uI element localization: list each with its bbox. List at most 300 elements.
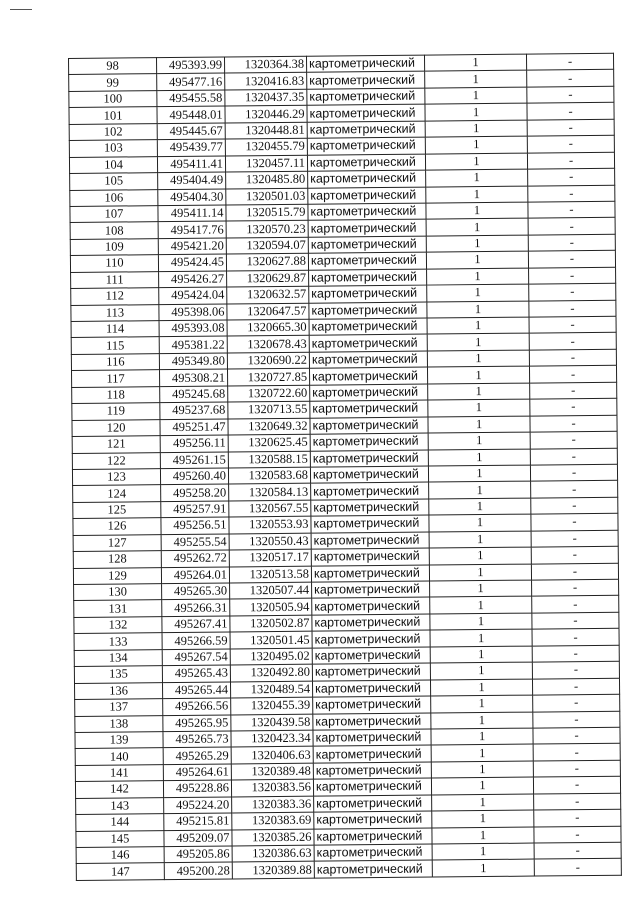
note-cell: - — [534, 859, 621, 876]
point-number-cell: 145 — [76, 830, 164, 847]
point-number-cell: 142 — [75, 781, 163, 798]
method-cell: картометрический — [313, 778, 431, 796]
note-cell: - — [531, 513, 618, 530]
y-coordinate-cell: 1320505.94 — [230, 599, 312, 616]
note-cell: - — [529, 267, 616, 284]
precision-cell: 1 — [431, 777, 533, 794]
y-coordinate-cell: 1320713.55 — [228, 401, 310, 418]
x-coordinate-cell: 495266.31 — [162, 599, 230, 616]
note-cell: - — [530, 415, 617, 432]
note-cell: - — [533, 711, 620, 728]
note-cell: - — [532, 579, 619, 596]
note-cell: - — [527, 119, 614, 136]
note-cell: - — [529, 283, 616, 300]
method-cell: картометрический — [307, 104, 425, 122]
y-coordinate-cell: 1320439.58 — [231, 714, 313, 731]
y-coordinate-cell: 1320570.23 — [226, 221, 308, 238]
x-coordinate-cell: 495439.77 — [157, 139, 225, 156]
x-coordinate-cell: 495448.01 — [157, 106, 225, 123]
precision-cell: 1 — [430, 646, 532, 663]
point-number-cell: 101 — [69, 107, 157, 124]
precision-cell: 1 — [426, 186, 528, 203]
point-number-cell: 132 — [74, 616, 162, 633]
y-coordinate-cell: 1320423.34 — [231, 730, 313, 747]
point-number-cell: 98 — [69, 58, 157, 75]
precision-cell: 1 — [427, 301, 529, 318]
precision-cell: 1 — [424, 54, 526, 71]
y-coordinate-cell: 1320665.30 — [227, 319, 309, 336]
y-coordinate-cell: 1320594.07 — [226, 237, 308, 254]
point-number-cell: 143 — [76, 797, 164, 814]
x-coordinate-cell: 495262.72 — [161, 550, 229, 567]
precision-cell: 1 — [431, 695, 533, 712]
method-cell: картометрический — [310, 466, 428, 484]
method-cell: картометрический — [313, 713, 431, 731]
method-cell: картометрический — [307, 88, 425, 106]
point-number-cell: 138 — [75, 715, 163, 732]
x-coordinate-cell: 495237.68 — [160, 402, 228, 419]
x-coordinate-cell: 495411.41 — [157, 156, 225, 173]
note-cell: - — [533, 744, 620, 761]
method-cell: картометрический — [314, 795, 432, 813]
note-cell: - — [529, 366, 616, 383]
x-coordinate-cell: 495245.68 — [160, 386, 228, 403]
precision-cell: 1 — [430, 597, 532, 614]
y-coordinate-cell: 1320632.57 — [227, 286, 309, 303]
point-number-cell: 125 — [73, 501, 161, 518]
x-coordinate-cell: 495264.01 — [161, 567, 229, 584]
method-cell: картометрический — [311, 515, 429, 533]
y-coordinate-cell: 1320627.88 — [226, 253, 308, 270]
x-coordinate-cell: 495228.86 — [163, 780, 231, 797]
y-coordinate-cell: 1320406.63 — [231, 747, 313, 764]
x-coordinate-cell: 495265.29 — [163, 747, 231, 764]
method-cell: картометрический — [314, 828, 432, 846]
x-coordinate-cell: 495455.58 — [157, 90, 225, 107]
point-number-cell: 115 — [71, 337, 159, 354]
note-cell: - — [533, 727, 620, 744]
precision-cell: 1 — [432, 843, 534, 860]
method-cell: картометрический — [312, 680, 430, 698]
point-number-cell: 116 — [71, 354, 159, 371]
precision-cell: 1 — [429, 564, 531, 581]
method-cell: картометрический — [307, 72, 425, 90]
y-coordinate-cell: 1320727.85 — [227, 369, 309, 386]
y-coordinate-cell: 1320722.60 — [228, 385, 310, 402]
x-coordinate-cell: 495265.95 — [163, 714, 231, 731]
coordinates-table-body — [69, 53, 622, 880]
point-number-cell: 122 — [72, 452, 160, 469]
note-cell: - — [531, 546, 618, 563]
y-coordinate-cell: 1320455.39 — [231, 697, 313, 714]
precision-cell: 1 — [429, 498, 531, 515]
corner-scan-mark — [10, 9, 32, 10]
method-cell: картометрический — [310, 450, 428, 468]
x-coordinate-cell: 495424.04 — [159, 287, 227, 304]
y-coordinate-cell: 1320489.54 — [230, 681, 312, 698]
method-cell: картометрический — [310, 384, 428, 402]
point-number-cell: 100 — [69, 91, 157, 108]
note-cell: - — [527, 86, 614, 103]
precision-cell: 1 — [425, 71, 527, 88]
method-cell: картометрический — [308, 252, 426, 270]
method-cell: картометрический — [310, 400, 428, 418]
note-cell: - — [533, 776, 620, 793]
precision-cell: 1 — [428, 416, 530, 433]
note-cell: - — [530, 382, 617, 399]
precision-cell: 1 — [428, 383, 530, 400]
method-cell: картометрический — [313, 696, 431, 714]
method-cell: картометрический — [313, 762, 431, 780]
precision-cell: 1 — [428, 432, 530, 449]
precision-cell: 1 — [426, 218, 528, 235]
point-number-cell: 134 — [74, 649, 162, 666]
x-coordinate-cell: 495224.20 — [164, 797, 232, 814]
y-coordinate-cell: 1320437.35 — [225, 89, 307, 106]
x-coordinate-cell: 495266.59 — [162, 632, 230, 649]
note-cell: - — [531, 530, 618, 547]
y-coordinate-cell: 1320495.02 — [230, 648, 312, 665]
method-cell: картометрический — [310, 433, 428, 451]
precision-cell: 1 — [427, 268, 529, 285]
point-number-cell: 128 — [73, 551, 161, 568]
x-coordinate-cell: 495255.54 — [161, 534, 229, 551]
precision-cell: 1 — [426, 235, 528, 252]
precision-cell: 1 — [430, 629, 532, 646]
precision-cell: 1 — [431, 728, 533, 745]
point-number-cell: 121 — [72, 436, 160, 453]
y-coordinate-cell: 1320629.87 — [227, 270, 309, 287]
method-cell: картометрический — [308, 203, 426, 221]
note-cell: - — [528, 251, 615, 268]
note-cell: - — [529, 333, 616, 350]
note-cell: - — [528, 168, 615, 185]
precision-cell: 1 — [429, 481, 531, 498]
precision-cell: 1 — [427, 366, 529, 383]
note-cell: - — [531, 497, 618, 514]
y-coordinate-cell: 1320647.57 — [227, 303, 309, 320]
method-cell: картометрический — [311, 532, 429, 550]
document-page — [68, 53, 622, 881]
precision-cell: 1 — [430, 679, 532, 696]
precision-cell: 1 — [431, 744, 533, 761]
y-coordinate-cell: 1320448.81 — [225, 122, 307, 139]
point-number-cell: 136 — [75, 682, 163, 699]
x-coordinate-cell: 495256.11 — [160, 435, 228, 452]
note-cell: - — [532, 596, 619, 613]
y-coordinate-cell: 1320492.80 — [230, 664, 312, 681]
note-cell: - — [533, 760, 620, 777]
precision-cell: 1 — [429, 547, 531, 564]
note-cell: - — [530, 398, 617, 415]
note-cell: - — [526, 53, 613, 70]
x-coordinate-cell: 495265.30 — [162, 583, 230, 600]
note-cell: - — [528, 234, 615, 251]
method-cell: картометрический — [306, 55, 424, 73]
precision-cell: 1 — [427, 334, 529, 351]
note-cell: - — [529, 300, 616, 317]
precision-cell: 1 — [431, 712, 533, 729]
note-cell: - — [532, 678, 619, 695]
method-cell: картометрический — [312, 581, 430, 599]
x-coordinate-cell: 495209.07 — [164, 830, 232, 847]
precision-cell: 1 — [425, 136, 527, 153]
note-cell: - — [531, 481, 618, 498]
method-cell: картометрический — [308, 236, 426, 254]
point-number-cell: 130 — [74, 584, 162, 601]
point-number-cell: 112 — [71, 288, 159, 305]
method-cell: картометрический — [309, 367, 427, 385]
method-cell: картометрический — [312, 614, 430, 632]
method-cell: картометрический — [309, 335, 427, 353]
coordinates-table — [68, 53, 622, 881]
y-coordinate-cell: 1320678.43 — [227, 336, 309, 353]
note-cell: - — [528, 185, 615, 202]
method-cell: картометрический — [307, 154, 425, 172]
point-number-cell: 127 — [73, 534, 161, 551]
y-coordinate-cell: 1320588.15 — [228, 451, 310, 468]
precision-cell: 1 — [426, 251, 528, 268]
x-coordinate-cell: 495265.44 — [162, 682, 230, 699]
y-coordinate-cell: 1320553.93 — [229, 516, 311, 533]
x-coordinate-cell: 495308.21 — [159, 369, 227, 386]
point-number-cell: 113 — [71, 304, 159, 321]
point-number-cell: 104 — [69, 156, 157, 173]
x-coordinate-cell: 495267.41 — [162, 616, 230, 633]
y-coordinate-cell: 1320502.87 — [230, 615, 312, 632]
x-coordinate-cell: 495265.43 — [162, 665, 230, 682]
y-coordinate-cell: 1320385.26 — [232, 829, 314, 846]
note-cell: - — [534, 826, 621, 843]
precision-cell: 1 — [425, 87, 527, 104]
method-cell: картометрический — [313, 745, 431, 763]
precision-cell: 1 — [428, 399, 530, 416]
note-cell: - — [531, 563, 618, 580]
method-cell: картометрический — [312, 647, 430, 665]
y-coordinate-cell: 1320455.79 — [225, 138, 307, 155]
x-coordinate-cell: 495417.76 — [158, 221, 226, 238]
note-cell: - — [534, 809, 621, 826]
note-cell: - — [530, 464, 617, 481]
method-cell: картометрический — [311, 548, 429, 566]
x-coordinate-cell: 495215.81 — [164, 813, 232, 830]
point-number-cell: 118 — [72, 386, 160, 403]
y-coordinate-cell: 1320383.56 — [231, 779, 313, 796]
precision-cell: 1 — [430, 613, 532, 630]
method-cell: картометрический — [309, 351, 427, 369]
point-number-cell: 105 — [70, 173, 158, 190]
y-coordinate-cell: 1320501.03 — [226, 188, 308, 205]
note-cell: - — [533, 694, 620, 711]
precision-cell: 1 — [426, 169, 528, 186]
method-cell: картометрический — [311, 499, 429, 517]
y-coordinate-cell: 1320446.29 — [225, 106, 307, 123]
precision-cell: 1 — [430, 662, 532, 679]
x-coordinate-cell: 495265.73 — [163, 731, 231, 748]
method-cell: картометрический — [308, 219, 426, 237]
x-coordinate-cell: 495257.91 — [161, 501, 229, 518]
x-coordinate-cell: 495258.20 — [161, 484, 229, 501]
point-number-cell: 114 — [71, 321, 159, 338]
y-coordinate-cell: 1320649.32 — [228, 418, 310, 435]
point-number-cell: 110 — [70, 255, 158, 272]
x-coordinate-cell: 495398.06 — [159, 304, 227, 321]
x-coordinate-cell: 495445.67 — [157, 123, 225, 140]
y-coordinate-cell: 1320567.55 — [229, 500, 311, 517]
x-coordinate-cell: 495205.86 — [164, 846, 232, 863]
x-coordinate-cell: 495260.40 — [160, 468, 228, 485]
method-cell: картометрический — [308, 187, 426, 205]
precision-cell: 1 — [426, 202, 528, 219]
point-number-cell: 117 — [72, 370, 160, 387]
point-number-cell: 120 — [72, 419, 160, 436]
precision-cell: 1 — [425, 153, 527, 170]
point-number-cell: 103 — [69, 140, 157, 157]
x-coordinate-cell: 495381.22 — [159, 336, 227, 353]
y-coordinate-cell: 1320584.13 — [229, 484, 311, 501]
note-cell: - — [529, 349, 616, 366]
precision-cell: 1 — [425, 120, 527, 137]
y-coordinate-cell: 1320501.45 — [230, 631, 312, 648]
point-number-cell: 109 — [70, 238, 158, 255]
y-coordinate-cell: 1320364.38 — [224, 56, 306, 73]
note-cell: - — [527, 152, 614, 169]
point-number-cell: 147 — [76, 863, 164, 880]
point-number-cell: 133 — [74, 633, 162, 650]
note-cell: - — [534, 842, 621, 859]
point-number-cell: 144 — [76, 814, 164, 831]
precision-cell: 1 — [425, 103, 527, 120]
note-cell: - — [528, 201, 615, 218]
x-coordinate-cell: 495421.20 — [158, 238, 226, 255]
note-cell: - — [527, 103, 614, 120]
precision-cell: 1 — [432, 810, 534, 827]
y-coordinate-cell: 1320625.45 — [228, 434, 310, 451]
note-cell: - — [527, 70, 614, 87]
note-cell: - — [529, 316, 616, 333]
note-cell: - — [532, 645, 619, 662]
method-cell: картометрический — [309, 302, 427, 320]
note-cell: - — [527, 135, 614, 152]
note-cell: - — [532, 661, 619, 678]
precision-cell: 1 — [430, 580, 532, 597]
point-number-cell: 146 — [76, 847, 164, 864]
y-coordinate-cell: 1320550.43 — [229, 533, 311, 550]
x-coordinate-cell: 495264.61 — [163, 764, 231, 781]
note-cell: - — [530, 431, 617, 448]
method-cell: картометрический — [307, 137, 425, 155]
point-number-cell: 137 — [75, 699, 163, 716]
precision-cell: 1 — [429, 514, 531, 531]
method-cell: картометрический — [313, 729, 431, 747]
point-number-cell: 119 — [72, 403, 160, 420]
x-coordinate-cell: 495349.80 — [159, 353, 227, 370]
method-cell: картометрический — [314, 811, 432, 829]
method-cell: картометрический — [314, 860, 432, 878]
precision-cell: 1 — [427, 350, 529, 367]
y-coordinate-cell: 1320507.44 — [230, 582, 312, 599]
precision-cell: 1 — [432, 827, 534, 844]
note-cell: - — [530, 448, 617, 465]
point-number-cell: 123 — [72, 469, 160, 486]
point-number-cell: 108 — [70, 222, 158, 239]
method-cell: картометрический — [311, 482, 429, 500]
precision-cell: 1 — [428, 449, 530, 466]
x-coordinate-cell: 495424.45 — [158, 254, 226, 271]
y-coordinate-cell: 1320690.22 — [227, 352, 309, 369]
precision-cell: 1 — [431, 761, 533, 778]
method-cell: картометрический — [312, 630, 430, 648]
y-coordinate-cell: 1320517.17 — [229, 549, 311, 566]
point-number-cell: 126 — [73, 518, 161, 535]
note-cell: - — [534, 793, 621, 810]
x-coordinate-cell: 495256.51 — [161, 517, 229, 534]
x-coordinate-cell: 495267.54 — [162, 649, 230, 666]
point-number-cell: 99 — [69, 74, 157, 91]
point-number-cell: 135 — [74, 666, 162, 683]
point-number-cell: 131 — [74, 600, 162, 617]
note-cell: - — [532, 629, 619, 646]
method-cell: картометрический — [309, 269, 427, 287]
point-number-cell: 141 — [75, 764, 163, 781]
y-coordinate-cell: 1320416.83 — [225, 73, 307, 90]
note-cell: - — [532, 612, 619, 629]
method-cell: картометрический — [310, 417, 428, 435]
point-number-cell: 129 — [73, 567, 161, 584]
y-coordinate-cell: 1320386.63 — [232, 845, 314, 862]
precision-cell: 1 — [428, 465, 530, 482]
y-coordinate-cell: 1320515.79 — [226, 204, 308, 221]
x-coordinate-cell: 495404.49 — [158, 172, 226, 189]
method-cell: картометрический — [314, 844, 432, 862]
y-coordinate-cell: 1320383.36 — [232, 796, 314, 813]
point-number-cell: 111 — [71, 271, 159, 288]
x-coordinate-cell: 495200.28 — [164, 862, 232, 879]
x-coordinate-cell: 495393.08 — [159, 320, 227, 337]
note-cell: - — [528, 218, 615, 235]
x-coordinate-cell: 495266.56 — [163, 698, 231, 715]
y-coordinate-cell: 1320513.58 — [229, 566, 311, 583]
x-coordinate-cell: 495404.30 — [158, 188, 226, 205]
method-cell: картометрический — [311, 565, 429, 583]
x-coordinate-cell: 495251.47 — [160, 419, 228, 436]
precision-cell: 1 — [432, 859, 534, 876]
x-coordinate-cell: 495426.27 — [159, 271, 227, 288]
method-cell: картометрический — [312, 663, 430, 681]
method-cell: картометрический — [309, 285, 427, 303]
x-coordinate-cell: 495477.16 — [157, 73, 225, 90]
x-coordinate-cell: 495411.14 — [158, 205, 226, 222]
point-number-cell: 106 — [70, 189, 158, 206]
method-cell: картометрический — [309, 318, 427, 336]
y-coordinate-cell: 1320583.68 — [228, 467, 310, 484]
point-number-cell: 107 — [70, 206, 158, 223]
method-cell: картометрический — [312, 597, 430, 615]
y-coordinate-cell: 1320485.80 — [226, 171, 308, 188]
method-cell: картометрический — [307, 121, 425, 139]
point-number-cell: 139 — [75, 732, 163, 749]
y-coordinate-cell: 1320383.69 — [232, 812, 314, 829]
x-coordinate-cell: 495393.99 — [157, 57, 225, 74]
y-coordinate-cell: 1320457.11 — [225, 155, 307, 172]
precision-cell: 1 — [429, 531, 531, 548]
y-coordinate-cell: 1320389.48 — [231, 763, 313, 780]
method-cell: картометрический — [308, 170, 426, 188]
point-number-cell: 124 — [73, 485, 161, 502]
x-coordinate-cell: 495261.15 — [160, 451, 228, 468]
y-coordinate-cell: 1320389.88 — [232, 862, 314, 879]
point-number-cell: 140 — [75, 748, 163, 765]
